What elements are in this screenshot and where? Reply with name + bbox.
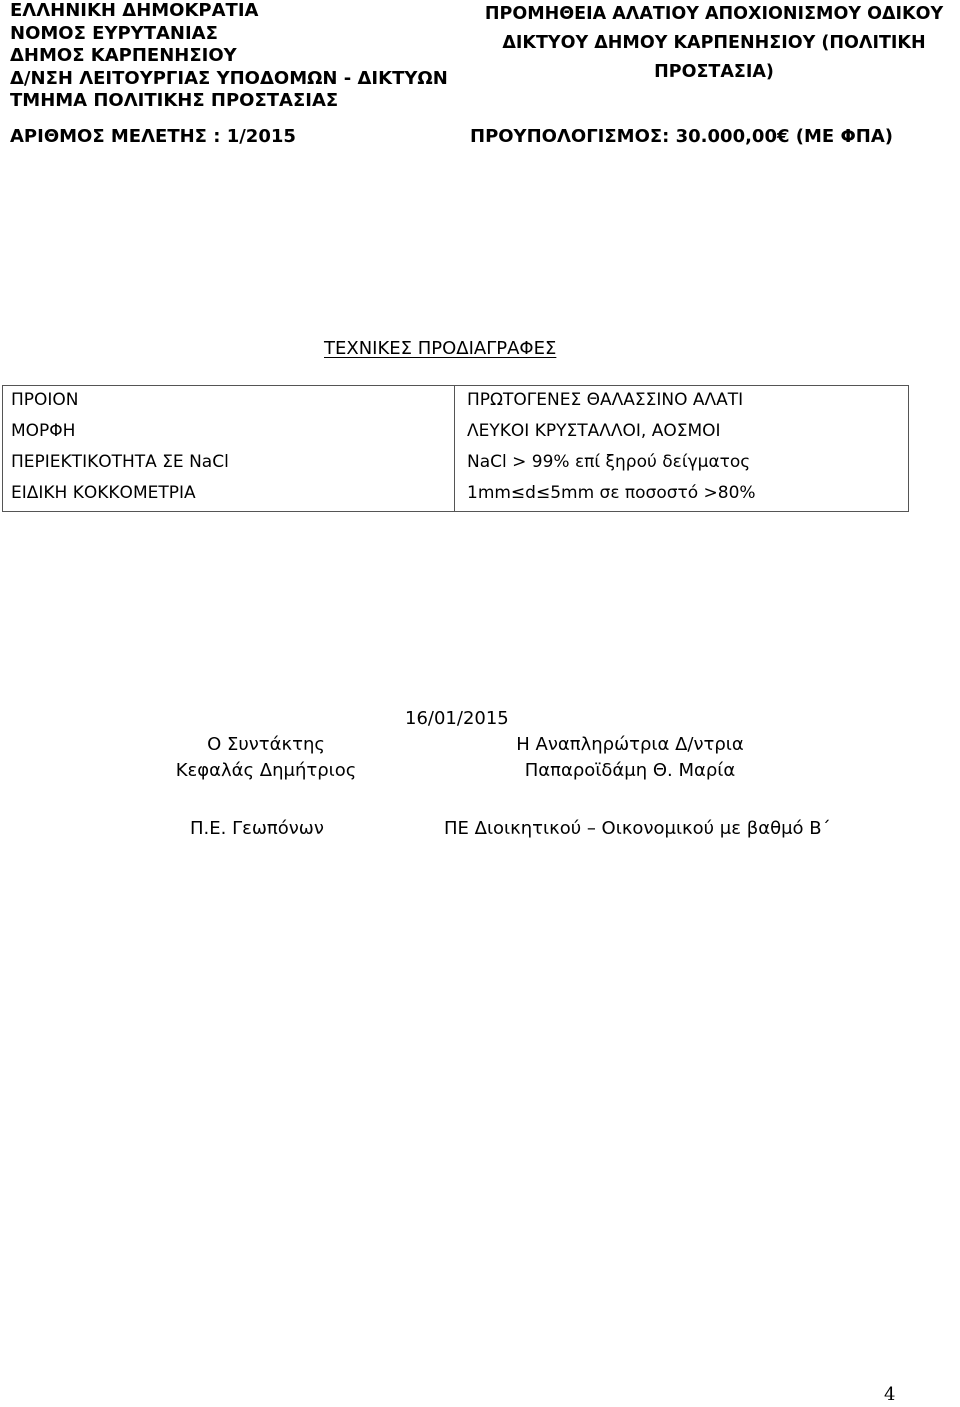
spec-row — [3, 479, 908, 510]
project-title — [470, 0, 958, 87]
spec-value: ΛΕΥΚΟΙ ΚΡΥΣΤΑΛΛΟΙ, ΑΟΣΜΟΙ — [467, 421, 721, 441]
deputy-signature-block — [498, 732, 762, 784]
author-signature-block — [172, 732, 360, 784]
deputy-name: Παπαροϊδάμη Θ. Μαρία — [524, 760, 736, 781]
authority-line-directorate: Δ/ΝΣΗ ΛΕΙΤΟΥΡΓΙΑΣ ΥΠΟΔΟΜΩΝ - ΔΙΚΤΥΩΝ — [10, 67, 448, 89]
spec-value: NaCl > 99% επί ξηρού δείγματος — [467, 452, 751, 472]
deputy-specialty: ΠΕ Διοικητικού – Οικονομικού με βαθμό Β΄ — [444, 818, 831, 839]
author-name: Κεφαλάς Δημήτριος — [175, 760, 357, 781]
spec-label: ΜΟΡΦΗ — [11, 421, 76, 441]
spec-label: ΠΡΟΙΟΝ — [11, 390, 79, 410]
author-role: Ο Συντάκτης — [207, 734, 325, 755]
author-specialty: Π.Ε. Γεωπόνων — [190, 818, 324, 839]
study-number: ΑΡΙΘΜΟΣ ΜΕΛΕΤΗΣ : 1/2015 — [10, 126, 296, 147]
signature-date: 16/01/2015 — [405, 708, 509, 729]
spec-label: ΕΙΔΙΚΗ ΚΟΚΚΟΜΕΤΡΙΑ — [11, 483, 196, 503]
project-title-line-2: ΔΙΚΤΥΟΥ ΔΗΜΟΥ ΚΑΡΠΕΝΗΣΙΟΥ (ΠΟΛΙΤΙΚΗ — [502, 33, 926, 53]
project-title-line-1: ΠΡΟΜΗΘΕΙΑ ΑΛΑΤΙΟΥ ΑΠΟΧΙΟΝΙΣΜΟΥ ΟΔΙΚΟΥ — [484, 4, 944, 24]
deputy-role: Η Αναπληρώτρια Δ/ντρια — [516, 734, 744, 755]
specs-table — [2, 385, 909, 512]
page-number: 4 — [884, 1384, 896, 1405]
spec-value: 1mm≤d≤5mm σε ποσοστό >80% — [467, 483, 756, 503]
spec-label: ΠΕΡΙΕΚΤΙΚΟΤΗΤΑ ΣΕ NaCl — [11, 452, 229, 472]
spec-row — [3, 417, 908, 448]
project-title-line-3: ΠΡΟΣΤΑΣΙΑ) — [654, 62, 774, 82]
spec-row — [3, 386, 908, 417]
authority-line-department: ΤΜΗΜΑ ΠΟΛΙΤΙΚΗΣ ΠΡΟΣΤΑΣΙΑΣ — [10, 90, 339, 111]
authority-line-municipality: ΔΗΜΟΣ ΚΑΡΠΕΝΗΣΙΟΥ — [10, 45, 237, 66]
specs-title: ΤΕΧΝΙΚΕΣ ΠΡΟΔΙΑΓΡΑΦΕΣ — [324, 338, 557, 359]
authority-line-prefecture: ΝΟΜΟΣ ΕΥΡΥΤΑΝΙΑΣ — [10, 22, 218, 44]
issuing-authority — [10, 0, 448, 113]
spec-value: ΠΡΩΤΟΓΕΝΕΣ ΘΑΛΑΣΣΙΝΟ ΑΛΑΤΙ — [467, 390, 744, 410]
authority-line-country: ΕΛΛΗΝΙΚΗ ΔΗΜΟΚΡΑΤΙΑ — [10, 0, 259, 21]
spec-row — [3, 448, 908, 479]
budget: ΠΡΟΥΠΟΛΟΓΙΣΜΟΣ: 30.000,00€ (ΜΕ ΦΠΑ) — [470, 126, 893, 147]
